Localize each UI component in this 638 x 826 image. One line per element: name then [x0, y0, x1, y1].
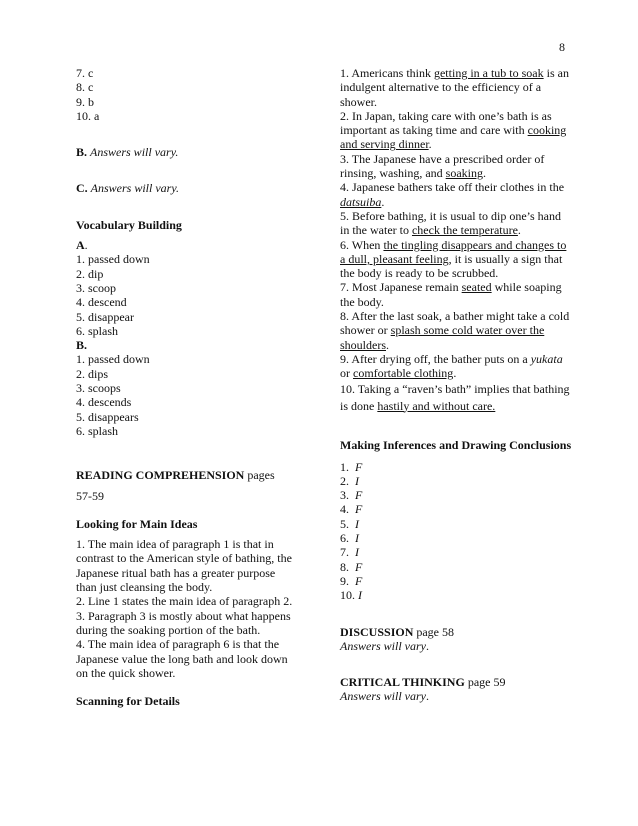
vocab-a-item: 3. scoop	[76, 280, 116, 295]
num: 6.	[340, 531, 349, 546]
text: 8. After the last soak, a bather might take a cold shower or	[340, 309, 570, 338]
inference-item	[340, 545, 572, 559]
answer-9: 9. b	[76, 94, 94, 109]
main-idea-item: 4. The main idea of paragraph 6 is that the Japanese value the long bath and look down on the quick shower.	[76, 637, 288, 680]
vocab-b-item: 4. descends	[76, 395, 132, 410]
reading-heading-label: READING COMPREHENSION	[76, 468, 245, 483]
value: I	[355, 531, 359, 546]
value: F	[355, 459, 363, 474]
text: .	[428, 137, 432, 152]
value: F	[355, 488, 363, 503]
underlined-answer: hastily and without care.	[377, 398, 496, 413]
text: 10. Taking a “raven’s bath” implies that bathing is done	[340, 381, 570, 413]
scanning-item-3	[340, 152, 572, 181]
answer-10: 10. a	[76, 108, 100, 123]
vocab-a-item: 5. disappear	[76, 309, 134, 324]
scanning-item-6	[340, 238, 572, 281]
section-c-text: Answers will vary.	[90, 181, 180, 196]
underlined-answer: cooking and serving dinner	[340, 123, 567, 152]
value: I	[355, 516, 359, 531]
vocab-b-item: 1. passed down	[76, 352, 150, 367]
answer-7: 7. c	[76, 66, 94, 80]
vocab-b-item: 6. splash	[76, 423, 118, 438]
inference-item	[340, 488, 572, 502]
text: 4. Japanese bathers take off their clothes in the	[340, 180, 565, 195]
inference-item	[340, 531, 572, 545]
section-b-text: Answers will vary.	[90, 145, 179, 160]
vocab-a-item: 1. passed down	[76, 252, 150, 267]
discussion-heading	[340, 625, 572, 639]
text: 9. After drying off, the bather puts on a	[340, 351, 531, 366]
discussion-answer: Answers will vary	[340, 638, 426, 653]
italic-term: yukata	[530, 351, 563, 366]
vocab-b-item: 5. disappears	[76, 409, 139, 424]
text: .	[386, 337, 389, 352]
scanning-item-5	[340, 209, 572, 238]
critical-label: CRITICAL THINKING	[340, 675, 465, 690]
section-b	[76, 145, 298, 159]
underlined-answer: the tingling disappears and changes to a dull, pleasant feeling	[340, 237, 567, 266]
vocab-a-item: 2. dip	[76, 266, 104, 281]
text: or	[340, 366, 353, 381]
text: .	[517, 223, 521, 238]
text: 6. When	[340, 237, 384, 252]
text: .	[453, 366, 457, 381]
scanning-item-9	[340, 352, 572, 381]
right-column	[340, 66, 572, 704]
num: 4.	[340, 502, 349, 517]
inference-item	[340, 502, 572, 516]
main-ideas-heading: Looking for Main Ideas	[76, 516, 198, 531]
num: 1.	[340, 459, 349, 474]
vocab-heading: Vocabulary Building	[76, 217, 182, 232]
text: while soaping the body.	[340, 280, 562, 309]
underlined-answer: datsuiba	[340, 194, 382, 209]
value: I	[358, 588, 362, 603]
underlined-answer: comfortable clothing	[353, 366, 454, 381]
inference-item	[340, 517, 572, 531]
underlined-answer: splash some cold water over the shoulders	[340, 323, 545, 352]
num: 8.	[340, 559, 349, 574]
text: 7. Most Japanese remain	[340, 280, 462, 295]
text: 2. In Japan, taking care with one’s bath is as important as taking time and care with	[340, 108, 552, 138]
underlined-answer: soaking	[445, 166, 483, 181]
text: , it is usually a sign that the body is ready to be scrubbed.	[340, 251, 563, 281]
discussion-page: page 58	[416, 624, 455, 639]
num: 10.	[340, 588, 355, 603]
page-number: 8	[559, 40, 565, 54]
answer-8: 8. c	[76, 80, 94, 95]
scanning-item-2	[340, 109, 572, 152]
vocab-a-item: 4. descend	[76, 295, 127, 310]
section-c	[76, 181, 298, 195]
main-idea-item: 1. The main idea of paragraph 1 is that in contrast to the American style of bathing, the Japanese ritual bath has a greater purpose than just cleansing the body.	[76, 537, 292, 595]
critical-page: page 59	[467, 675, 506, 690]
num: 3.	[340, 488, 349, 503]
num: 5.	[340, 516, 349, 531]
underlined-answer: getting in a tub to soak	[433, 66, 544, 80]
scanning-item-8	[340, 309, 572, 352]
num: 2.	[340, 473, 349, 488]
text: .	[381, 194, 385, 209]
critical-thinking-heading	[340, 675, 572, 689]
scanning-item-10	[340, 381, 572, 415]
main-idea-item: 2. Line 1 states the main idea of paragraph 2.	[76, 594, 293, 609]
value: F	[355, 573, 363, 588]
main-idea-item: 3. Paragraph 3 is mostly about what happens during the soaking portion of the bath.	[76, 608, 291, 637]
num: 7.	[340, 545, 349, 560]
vocab-b-item: 2. dips	[76, 366, 109, 381]
reading-pages: pages	[247, 468, 275, 483]
value: I	[355, 545, 359, 560]
value: I	[355, 473, 359, 488]
vocab-a-label: A	[76, 238, 85, 253]
scanning-heading: Scanning for Details	[76, 694, 180, 709]
critical-answer: Answers will vary	[340, 689, 426, 704]
section-b-label: B.	[76, 145, 88, 160]
left-column	[76, 66, 298, 708]
inference-item	[340, 574, 572, 588]
critical-text: Answers will vary.	[340, 689, 429, 704]
inference-item	[340, 460, 572, 474]
section-c-label: C.	[76, 181, 88, 196]
discussion-text: Answers will vary.	[340, 638, 429, 653]
text: 5. Before bathing, it is usual to dip one’s hand in the water to	[340, 208, 561, 238]
vocab-b-label: B.	[76, 338, 88, 353]
inference-item	[340, 588, 572, 602]
vocab-a: A.	[76, 238, 88, 253]
text: is an indulgent alternative to the efficiency of a shower.	[340, 66, 569, 109]
scanning-item-1	[340, 66, 572, 109]
discussion-label: DISCUSSION	[340, 624, 414, 639]
value: F	[355, 502, 363, 517]
text: .	[483, 166, 486, 181]
vocab-a-item: 6. splash	[76, 323, 118, 338]
scanning-item-4	[340, 180, 572, 209]
scanning-item-7	[340, 280, 572, 309]
inference-item	[340, 474, 572, 488]
reading-comprehension-heading	[76, 468, 298, 482]
inferences-heading: Making Inferences and Drawing Conclusions	[340, 437, 572, 452]
reading-pages-range: 57-59	[76, 488, 104, 503]
underlined-answer: seated	[461, 280, 492, 295]
text: 3. The Japanese have a prescribed order of rinsing, washing, and	[340, 151, 545, 181]
inference-item	[340, 560, 572, 574]
num: 9.	[340, 573, 349, 588]
text: 1. Americans think	[340, 66, 434, 80]
vocab-b-item: 3. scoops	[76, 381, 121, 396]
value: F	[355, 559, 363, 574]
underlined-answer: check the temperature	[411, 223, 518, 238]
